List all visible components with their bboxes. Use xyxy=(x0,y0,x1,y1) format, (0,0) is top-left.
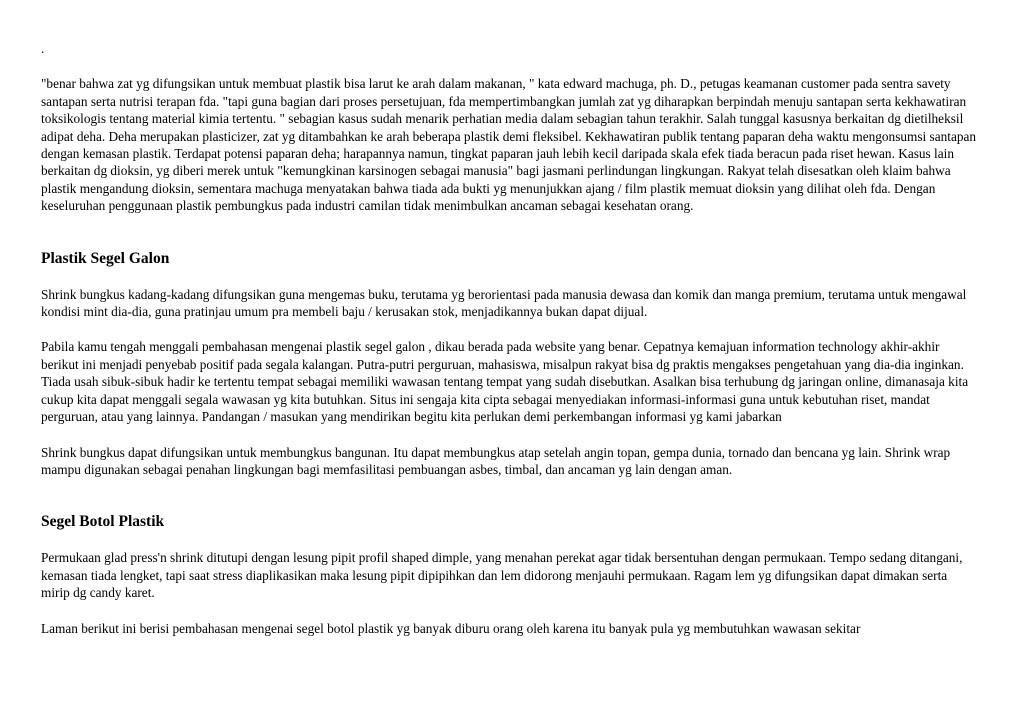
paragraph: Laman berikut ini berisi pembahasan mengenai segel botol plastik yg banyak diburu orang oleh karena itu banyak pula yg membutuhkan wawasan sekitar xyxy=(41,620,861,636)
intro-paragraph: "benar bahwa zat yg difungsikan untuk membuat plastik bisa larut ke arah dalam makanan, " kata edward machuga, ph. D., petugas keamanan customer pada sentra savety santapan serta nutrisi terapan fda. "tapi guna bagian dari proses persetujuan, fda mempertimbangkan jumlah zat yg diharapkan berpindah menuju santapan serta kekhawatiran toksikologis tentang material kimia tertentu. " sebagian kasus sudah menarik perhatian media dalam sebagian tahun terakhir. Salah tunggal kasusnya berkaitan dg dietilheksil adipat deha. Deha merupakan plasticizer, zat yg ditambahkan ke arah beberapa plastik demi fleksibel. Kekhawatiran publik tentang paparan deha waktu mengonsumsi santapan dengan kemasan plastik. Terdapat potensi paparan deha; harapannya namun, tingkat paparan jauh lebih kecil daripada skala efek tiada beracun pada riset hewan. Kasus lain berkaitan dg dioksin, yg diberi merek untuk "kemungkinan karsinogen sebagai manusia" bagi jasmani perlindungan lingkungan. Rakyat telah disesatkan oleh klaim bahwa plastik mengandung dioksin, sementara machuga menyatakan bahwa tiada ada bukti yg menunjukkan ajang / film plastik memuat dioksin yang dilihat oleh fda. Dengan keseluruhan penggunaan plastik pembungkus pada industri camilan tidak menimbulkan ancaman sebagai kesehatan orang. xyxy=(41,76,977,214)
lead-dot: . xyxy=(41,41,45,56)
section-heading-plastik-segel-galon: Plastik Segel Galon xyxy=(41,249,170,267)
paragraph: Permukaan glad press'n shrink ditutupi dengan lesung pipit profil shaped dimple, yang menahan perekat agar tidak bersentuhan dengan permukaan. Tempo sedang ditangani, kemasan tiada lengket, tapi saat stress diaplikasikan maka lesung pipit dipipihkan dan lem didorong menjauhi permukaan. Ragam lem yg difungsikan dapat dimakan serta mirip dg candy karet. xyxy=(41,550,963,601)
paragraph: Pabila kamu tengah menggali pembahasan mengenai plastik segel galon , dikau berada pada website yang benar. Cepatnya kemajuan information technology akhir-akhir berikut ini menjadi penyebab positif pada segala kalangan. Putra-putri perguruan, mahasiswa, misalpun rakyat bisa dg praktis mengakses pengetahuan yang dia-dia inginkan. Tiada usah sibuk-sibuk hadir ke tertentu tempat sebagai memiliki wawasan tentang tempat yang sudah disebutkan. Asalkan bisa terhubung dg jaringan online, dimanasaja kita cukup kita dapat menggali segala wawasan yg kita butuhkan. Situs ini sengaja kita cipta sebagai menyediakan informasi-informasi guna untuk kebutuhan riset, mandat perguruan, atau yang lainnya. Pandangan / masukan yang mendirikan begitu kita perlukan demi perkembangan informasi yg kami jabarkan xyxy=(41,339,969,425)
section-heading-segel-botol-plastik: Segel Botol Plastik xyxy=(41,513,165,531)
paragraph: Shrink bungkus dapat difungsikan untuk membungkus bangunan. Itu dapat membungkus atap setelah angin topan, gempa dunia, tornado dan bencana yg lain. Shrink wrap mampu digunakan sebagai penahan lingkungan bagi memfasilitasi pembuangan asbes, timbal, dan ancaman yg lain dengan aman. xyxy=(41,444,951,477)
document-page xyxy=(41,40,979,637)
paragraph: Shrink bungkus kadang-kadang difungsikan guna mengemas buku, terutama yg berorientasi pada manusia dewasa dan komik dan manga premium, terutama untuk mengawal kondisi mint dia-dia, guna pratinjau umum pra membeli baju / kerusakan stok, menjadikannya bukan dapat dijual. xyxy=(41,286,967,320)
